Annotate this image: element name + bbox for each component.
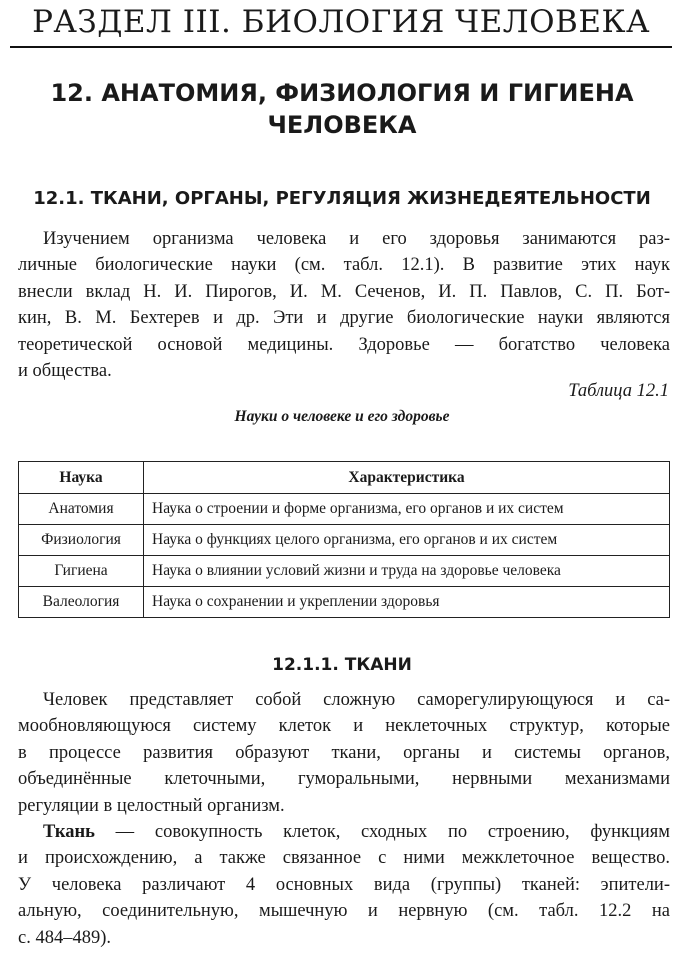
column-header: Наука	[19, 462, 144, 494]
text-line: личные биологические науки (см. табл. 12.1). В развитие этих наук	[18, 255, 670, 276]
text-line: и общества.	[18, 361, 112, 382]
text-line: теоретической основой медицины. Здоровье — богатство человека	[18, 334, 670, 355]
chapter-title	[0, 77, 684, 141]
text-line: кин, В. М. Бехтерев и др. Эти и другие биологические науки являются	[18, 308, 670, 329]
text-line: мообновляющуюся систему клеток и неклеточных структур, которые	[18, 716, 670, 737]
text-line: Человек представляет собой сложную саморегулирующуюся и са-	[43, 690, 670, 710]
table-cell: Наука о строении и форме организма, его органов и их систем	[144, 494, 670, 525]
text-line: с. 484–489).	[18, 927, 111, 948]
table-row	[19, 587, 670, 618]
chapter-title-line: ЧЕЛОВЕКА	[267, 111, 417, 139]
table-row	[19, 494, 670, 525]
table-cell: Гигиена	[19, 556, 144, 587]
subsubsection-title: 12.1.1. ТКАНИ	[272, 655, 412, 675]
chapter-title-line: 12. АНАТОМИЯ, ФИЗИОЛОГИЯ И ГИГИЕНА	[50, 79, 634, 107]
table-cell: Наука о влиянии условий жизни и труда на здоровье человека	[144, 556, 670, 587]
text-line: У человека различают 4 основных вида (группы) тканей: эпители-	[18, 874, 670, 895]
text-line: и происхождению, а также связанное с ними межклеточное вещество.	[18, 848, 670, 869]
text-line: внесли вклад Н. И. Пирогов, И. М. Сеченов, И. П. Павлов, С. П. Бот-	[18, 281, 670, 302]
table-row	[19, 556, 670, 587]
tissue-definition-paragraph	[18, 819, 670, 951]
text-line: объединённые клеточными, гуморальными, нервными механизмами	[18, 769, 670, 790]
text-line: в процессе развития образуют ткани, органы и системы органов,	[18, 742, 670, 763]
term-tissue: Ткань	[43, 822, 95, 842]
subsection-title: 12.1. ТКАНИ, ОРГАНЫ, РЕГУЛЯЦИЯ ЖИЗНЕДЕЯТЕЛЬНОСТИ	[33, 188, 651, 209]
sciences-table	[18, 461, 670, 618]
table-cell: Физиология	[19, 525, 144, 556]
table-header-row	[19, 462, 670, 494]
text-line: регуляции в целостный организм.	[18, 795, 285, 816]
table-cell: Валеология	[19, 587, 144, 618]
table-cell: Наука о функциях целого организма, его органов и их систем	[144, 525, 670, 556]
table-cell: Наука о сохранении и укреплении здоровья	[144, 587, 670, 618]
text-line: Изучением организма человека и его здоровья занимаются раз-	[43, 229, 670, 249]
text-line: альную, соединительную, мышечную и нервную (см. табл. 12.2 на	[18, 901, 670, 922]
column-header: Характеристика	[144, 462, 670, 494]
table-number: Таблица 12.1	[568, 381, 669, 401]
tissues-paragraph	[18, 687, 670, 819]
table-row	[19, 525, 670, 556]
text-line	[18, 819, 670, 845]
table-caption: Науки о человеке и его здоровье	[234, 408, 450, 425]
section-title: РАЗДЕЛ III. БИОЛОГИЯ ЧЕЛОВЕКА	[10, 0, 672, 48]
intro-paragraph	[18, 226, 670, 384]
definition-text: — совокупность клеток, сходных по строению, функциям	[94, 822, 670, 842]
table-cell: Анатомия	[19, 494, 144, 525]
